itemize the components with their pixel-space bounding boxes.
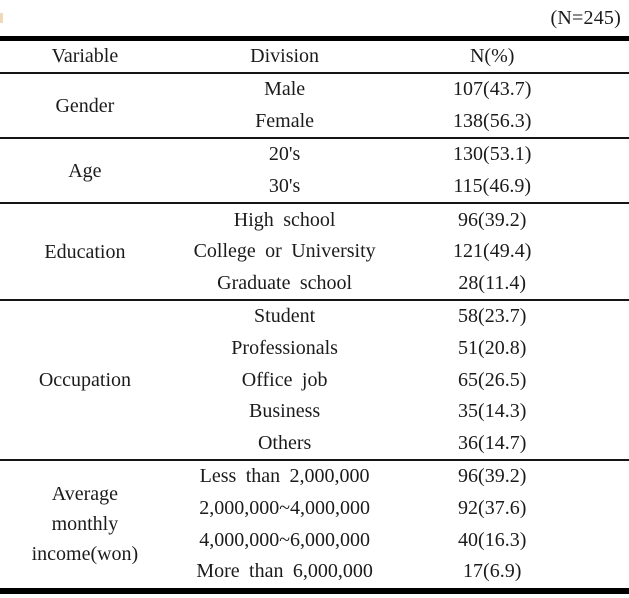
division-cell: College or University bbox=[193, 240, 376, 263]
variable-label: Gender bbox=[55, 94, 115, 117]
count-cell: 121(49.4) bbox=[453, 240, 532, 263]
division-cell: Less than 2,000,000 bbox=[199, 465, 370, 488]
division-cell: Female bbox=[255, 109, 315, 132]
division-cell: Business bbox=[249, 400, 321, 423]
table-row bbox=[0, 460, 629, 493]
scan-artifact bbox=[0, 13, 3, 23]
count-cell: 115(46.9) bbox=[453, 175, 531, 198]
division-cell: 30's bbox=[268, 175, 301, 198]
header-division: Division bbox=[250, 45, 320, 67]
count-cell: 40(16.3) bbox=[458, 528, 527, 551]
variable-cell bbox=[0, 73, 170, 138]
table-row bbox=[0, 300, 629, 333]
table-row bbox=[0, 138, 629, 171]
division-cell: Male bbox=[264, 78, 306, 101]
table-header bbox=[0, 39, 629, 74]
sample-size-note: (N=245) bbox=[550, 7, 621, 29]
table-row bbox=[0, 203, 629, 236]
division-cell: Graduate school bbox=[217, 271, 353, 294]
count-cell: 96(39.2) bbox=[458, 465, 527, 488]
header-n-percent: N(%) bbox=[469, 45, 515, 67]
variable-cell bbox=[0, 203, 170, 300]
count-cell: 138(56.3) bbox=[453, 109, 532, 132]
division-cell: Others bbox=[257, 431, 312, 454]
division-cell: Office job bbox=[241, 368, 328, 391]
demographics-table bbox=[0, 36, 629, 594]
section-gender bbox=[0, 73, 629, 138]
variable-label: Average monthly income(won) bbox=[31, 483, 139, 566]
header-variable: Variable bbox=[51, 45, 119, 67]
variable-cell bbox=[0, 300, 170, 460]
variable-label: Age bbox=[68, 159, 102, 182]
section-occupation bbox=[0, 300, 629, 460]
count-cell: 58(23.7) bbox=[458, 305, 527, 328]
section-income bbox=[0, 460, 629, 590]
division-cell: Student bbox=[254, 305, 316, 328]
division-cell: High school bbox=[233, 208, 336, 231]
table-row bbox=[0, 73, 629, 106]
count-cell: 92(37.6) bbox=[458, 497, 527, 520]
variable-label: Education bbox=[44, 240, 126, 263]
paper-table-page bbox=[0, 4, 629, 598]
variable-cell bbox=[0, 460, 170, 590]
count-cell: 28(11.4) bbox=[458, 271, 526, 294]
count-cell: 51(20.8) bbox=[458, 337, 527, 360]
count-cell: 96(39.2) bbox=[458, 208, 527, 231]
division-cell: Professionals bbox=[231, 337, 338, 360]
division-cell: 20's bbox=[268, 143, 301, 166]
section-education bbox=[0, 203, 629, 300]
header-row bbox=[0, 39, 629, 74]
division-cell: 4,000,000~6,000,000 bbox=[199, 528, 371, 551]
division-cell: 2,000,000~4,000,000 bbox=[199, 497, 371, 520]
section-age bbox=[0, 138, 629, 203]
count-cell: 107(43.7) bbox=[453, 78, 532, 101]
count-cell: 17(6.9) bbox=[463, 560, 522, 583]
variable-cell bbox=[0, 138, 170, 203]
count-cell: 65(26.5) bbox=[458, 368, 527, 391]
count-cell: 36(14.7) bbox=[458, 431, 527, 454]
division-cell: More than 6,000,000 bbox=[196, 560, 373, 583]
count-cell: 35(14.3) bbox=[458, 400, 527, 423]
count-cell: 130(53.1) bbox=[453, 143, 532, 166]
variable-label: Occupation bbox=[38, 369, 131, 392]
